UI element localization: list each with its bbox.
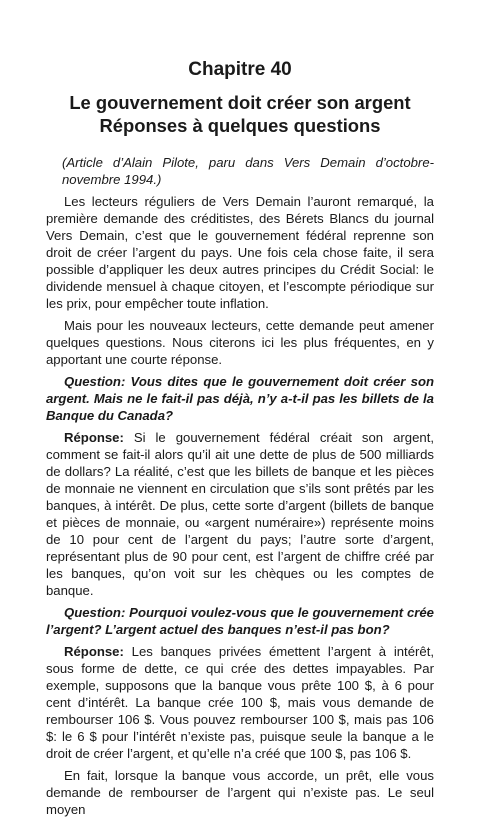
source-note: (Article d’Alain Pilote, paru dans Vers Demain d’octobre-novembre 1994.): [62, 155, 434, 187]
paragraph-new-readers: Mais pour les nouveaux lecteurs, cette demande peut amener quelques questions. Nous citerons ici les plus fréquentes, en y apportant une courte réponse.: [46, 318, 434, 367]
question-2: Question: Pourquoi voulez-vous que le gouvernement crée l’argent? L’argent actuel des banques n’est-il pas bon?: [46, 605, 434, 637]
paragraph-intro: Les lecteurs réguliers de Vers Demain l’auront remarqué, la première demande des créditistes, des Bérets Blancs du journal Vers Demain, c’est que le gouvernement fédéral reprenne son droit de créer l’argent du pays. Une fois cela chose faite, il sera possible d’appliquer les deux autres principes du Crédit Social: le dividende mensuel à chaque citoyen, et l’escompte périodique sur les prix, pour empêcher toute inflation.: [46, 194, 434, 311]
paragraph-last: En fait, lorsque la banque vous accorde, un prêt, elle vous demande de rembourser de l’argent qui n’existe pas. Le seul moyen: [46, 768, 434, 817]
chapter-title-line-1: Le gouvernement doit créer son argent: [69, 92, 411, 113]
answer-1: [46, 429, 434, 599]
chapter-title: [46, 91, 434, 137]
question-1: Question: Vous dites que le gouvernement doit créer son argent. Mais ne le fait-il pas déjà, n’y a-t-il pas les billets de la Banque du Canada?: [46, 374, 434, 423]
answer-2: [46, 643, 434, 762]
chapter-title-line-2: Réponses à quelques questions: [99, 115, 381, 136]
chapter-heading: Chapitre 40: [188, 59, 292, 80]
answer-2-text: Les banques privées émettent l’argent à intérêt, sous forme de dette, ce qui crée des dettes impayables. Par exemple, supposons que la banque vous prête 100 $, à 6 pour cent d’intérêt. La banque crée 100 $, mais vous demande de rembourser 106 $. Vous pouvez rembourser 100 $, mais pas 106 $: le 6 $ pour l’intérêt n’existe pas, puisque seule la banque a le droit de créer l’argent, et qu’elle n’a créé que 100 $, pas 106 $.: [46, 644, 434, 761]
answer-2-label: Réponse:: [64, 644, 124, 659]
answer-1-label: Réponse:: [64, 430, 124, 445]
answer-1-text: Si le gouvernement fédéral créait son argent, comment se fait-il alors qu’il ait une dette de plus de 500 milliards de dollars? La réalité, c’est que les billets de banque et les pièces de monnaie ne viennent en circulation que s’ils sont prêtés par les banques, à intérêt. De plus, cette sorte d’argent (billets de banque et pièces de monnaie, ou «argent numéraire») représente moins de 10 pour cent de l’argent du pays; l’autre sorte d’argent, représentant plus de 90 pour cent, est l’argent de chiffre créé par les banques, qu’on voit sur les chèques ou les comptes de banque.: [46, 430, 434, 598]
